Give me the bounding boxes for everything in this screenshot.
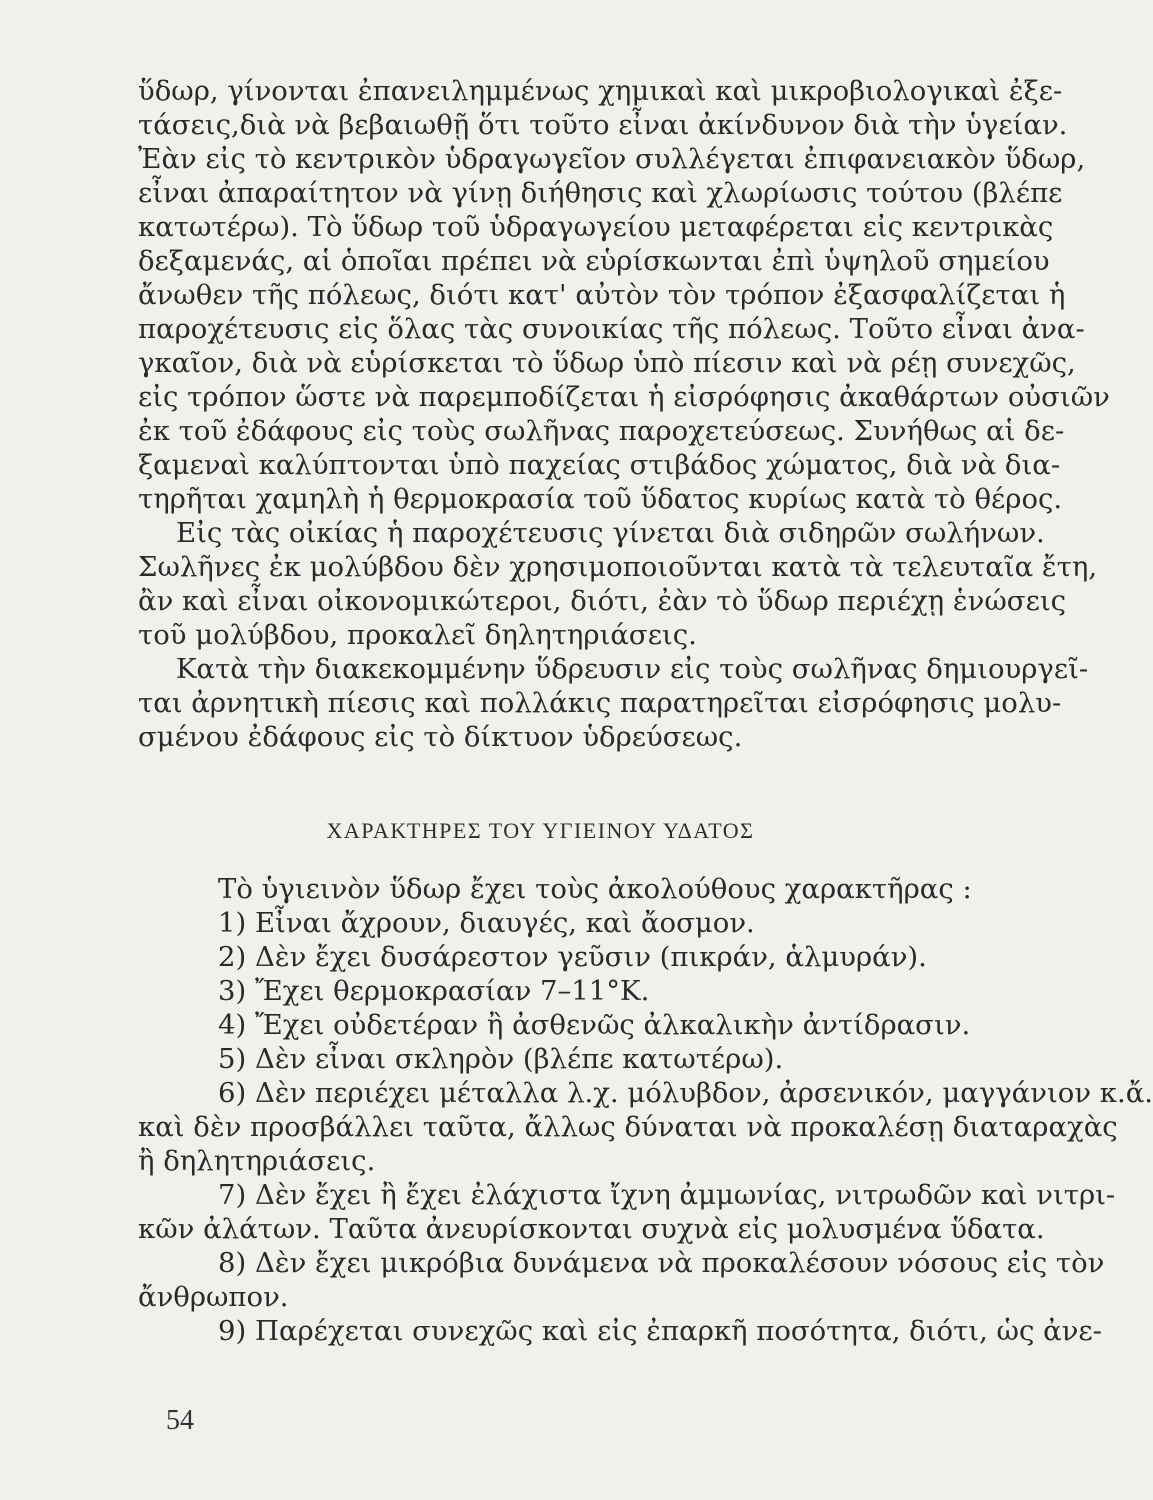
text-line: Εἰς τὰς οἰκίας ἡ παροχέτευσις γίνεται διὰ σιδηρῶν σωλήνων.	[176, 517, 1045, 549]
text-line: εἶναι ἀπαραίτητον νὰ γίνῃ διήθησις καὶ χλωρίωσις τούτου (βλέπε	[138, 177, 1063, 209]
text-line: ἢ δηλητηριάσεις.	[138, 1145, 376, 1177]
text-line: τοῦ μολύβδου, προκαλεῖ δηλητηριάσεις.	[138, 619, 697, 651]
text-line: Σωλῆνες ἐκ μολύβδου δὲν χρησιμοποιοῦνται κατὰ τὰ τελευταῖα ἔτη,	[138, 551, 1098, 583]
list-item: 6) Δὲν περιέχει μέταλλα λ.χ. μόλυβδον, ἀρσενικόν, μαγγάνιον κ.ἄ.	[218, 1077, 1153, 1109]
text-line: Κατὰ τὴν διακεκομμένην ὕδρευσιν εἰς τοὺς σωλῆνας δημιουργεῖ-	[176, 653, 1089, 685]
text-line: ἄνθρωπον.	[138, 1281, 289, 1313]
body-text-lower	[138, 872, 1153, 1348]
list-item: 8) Δὲν ἔχει μικρόβια δυνάμενα νὰ προκαλέσουν νόσους εἰς τὸν	[218, 1247, 1105, 1279]
list-item: 7) Δὲν ἔχει ἢ ἔχει ἐλάχιστα ἴχνη ἀμμωνίας, νιτρωδῶν καὶ νιτρι-	[218, 1179, 1116, 1211]
text-line: ται ἀρνητικὴ πίεσις καὶ πολλάκις παρατηρεῖται εἰσρόφησις μολυ-	[138, 687, 1062, 719]
text-line: ἂν καὶ εἶναι οἰκονομικώτεροι, διότι, ἐὰν τὸ ὕδωρ περιέχῃ ἑνώσεις	[138, 585, 1067, 617]
page-number: 54	[166, 1405, 194, 1436]
text-line: κῶν ἀλάτων. Ταῦτα ἀνευρίσκονται συχνὰ εἰς μολυσμένα ὕδατα.	[138, 1213, 1045, 1245]
text-line: τάσεις,διὰ νὰ βεβαιωθῇ ὅτι τοῦτο εἶναι ἀκίνδυνον διὰ τὴν ὑγείαν.	[138, 109, 1068, 141]
text-line: ἐκ τοῦ ἐδάφους εἰς τοὺς σωλῆνας παροχετεύσεως. Συνήθως αἱ δε-	[138, 415, 1065, 447]
text-line: ξαμεναὶ καλύπτονται ὑπὸ παχείας στιβάδος χώματος, διὰ νὰ δια-	[138, 449, 1061, 481]
body-text-upper	[138, 74, 1110, 754]
text-line: Τὸ ὑγιεινὸν ὕδωρ ἔχει τοὺς ἀκολούθους χαρακτῆρας :	[218, 873, 972, 905]
text-line: σμένου ἐδάφους εἰς τὸ δίκτυον ὑδρεύσεως.	[138, 721, 743, 753]
list-item: 4) Ἔχει οὐδετέραν ἢ ἀσθενῶς ἀλκαλικὴν ἀντίδρασιν.	[218, 1009, 971, 1041]
text-line: καὶ δὲν προσβάλλει ταῦτα, ἄλλως δύναται νὰ προκαλέσῃ διαταραχὰς	[138, 1111, 1118, 1143]
list-item: 9) Παρέχεται συνεχῶς καὶ εἰς ἐπαρκῆ ποσότητα, διότι, ὡς ἀνε-	[218, 1315, 1102, 1347]
text-line: παροχέτευσις εἰς ὅλας τὰς συνοικίας τῆς πόλεως. Τοῦτο εἶναι ἀνα-	[138, 313, 1085, 345]
list-item: 5) Δὲν εἶναι σκληρὸν (βλέπε κατωτέρω).	[218, 1043, 784, 1075]
text-line: κατωτέρω). Τὸ ὕδωρ τοῦ ὑδραγωγείου μεταφέρεται εἰς κεντρικὰς	[138, 211, 1054, 243]
text-line: δεξαμενάς, αἱ ὁποῖαι πρέπει νὰ εὑρίσκωνται ἐπὶ ὑψηλοῦ σημείου	[138, 245, 1050, 277]
text-line: Ἐὰν εἰς τὸ κεντρικὸν ὑδραγωγεῖον συλλέγεται ἐπιφανειακὸν ὕδωρ,	[138, 143, 1086, 175]
list-item: 3) Ἔχει θερμοκρασίαν 7–11°Κ.	[218, 975, 650, 1007]
list-item: 1) Εἶναι ἄχρουν, διαυγές, καὶ ἄοσμον.	[218, 907, 755, 939]
list-item: 2) Δὲν ἔχει δυσάρεστον γεῦσιν (πικράν, ἁλμυράν).	[218, 941, 927, 973]
text-line: γκαῖον, διὰ νὰ εὑρίσκεται τὸ ὕδωρ ὑπὸ πίεσιν καὶ νὰ ρέῃ συνεχῶς,	[138, 347, 1076, 379]
text-line: εἰς τρόπον ὥστε νὰ παρεμποδίζεται ἡ εἰσρόφησις ἀκαθάρτων οὐσιῶν	[138, 381, 1110, 413]
text-line: ἄνωθεν τῆς πόλεως, διότι κατ' αὐτὸν τὸν τρόπον ἐξασφαλίζεται ἡ	[138, 279, 1066, 311]
text-line: ὕδωρ, γίνονται ἐπανειλημμένως χημικαὶ καὶ μικροβιολογικαὶ ἐξε-	[138, 75, 1063, 107]
text-line: τηρῆται χαμηλὴ ἡ θερμοκρασία τοῦ ὕδατος κυρίως κατὰ τὸ θέρος.	[138, 483, 1063, 515]
section-heading: ΧΑΡΑΚΤΗΡΕΣ ΤΟΥ ΥΓΙΕΙΝΟΥ ΥΔΑΤΟΣ	[326, 818, 755, 843]
